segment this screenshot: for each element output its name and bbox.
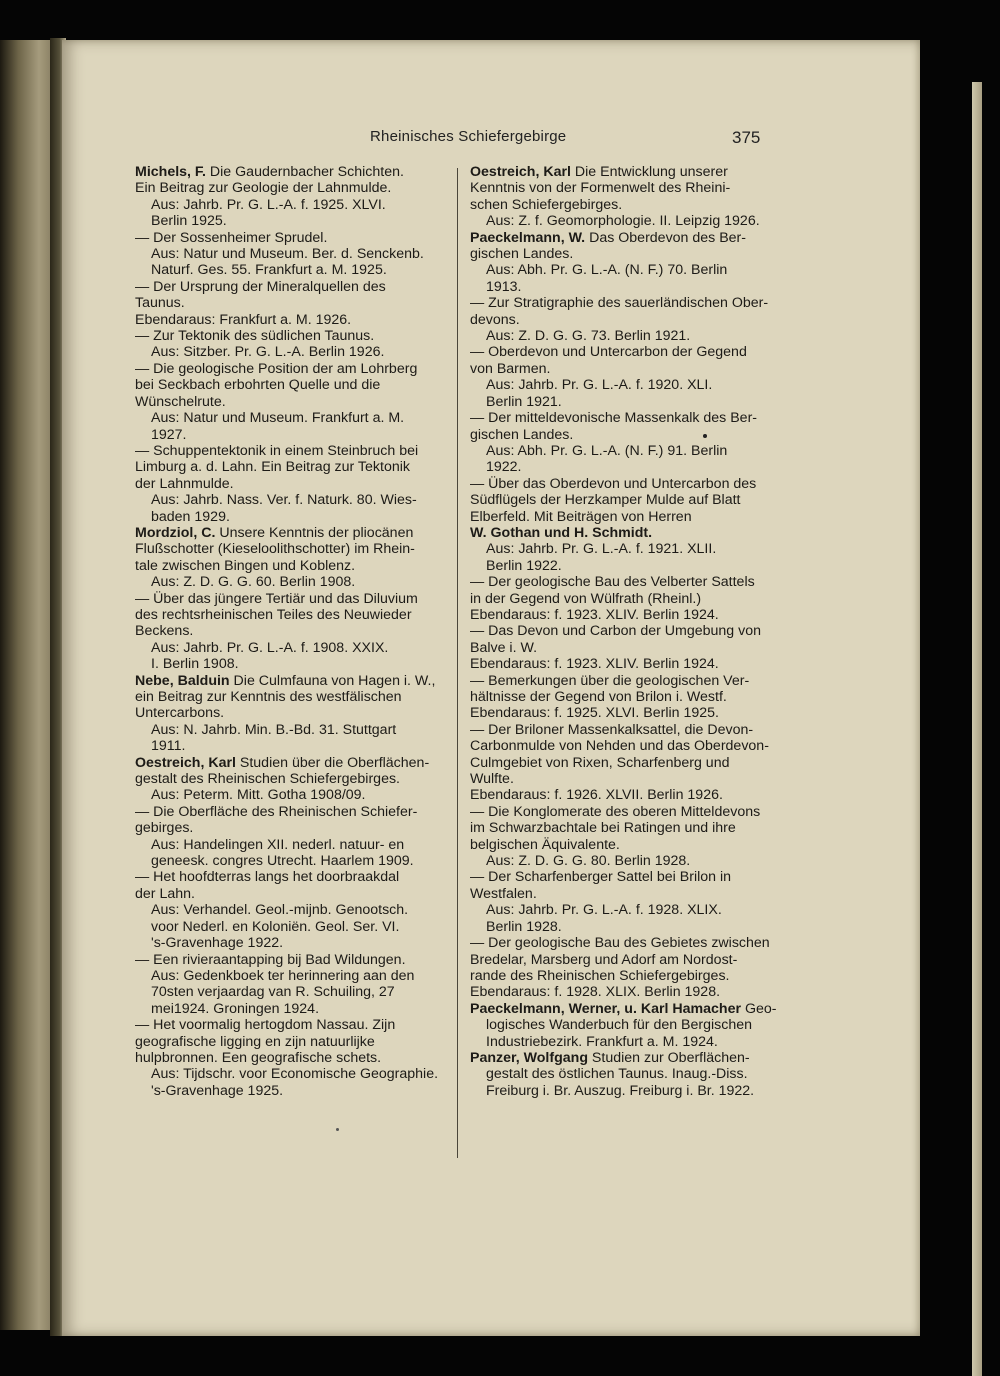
author-name: Mordziol, C. <box>135 524 216 541</box>
bib-line: — Der Ursprung der Mineralquellen des <box>135 278 386 295</box>
bib-line: Oestreich, Karl Studien über die Oberflächen- <box>135 754 430 771</box>
bib-line: — Das Devon und Carbon der Umgebung von <box>470 623 762 640</box>
bib-line: Aus: Natur und Museum. Frankfurt a. M. <box>151 410 405 427</box>
bib-line: Panzer, Wolfgang Studien zur Oberflächen- <box>470 1049 750 1066</box>
bib-line: tale zwischen Bingen und Koblenz. <box>135 557 356 574</box>
bib-line: — Het voormalig hertogdom Nassau. Zijn <box>135 1017 396 1034</box>
bib-line: Aus: Sitzber. Pr. G. L.-A. Berlin 1926. <box>151 344 385 361</box>
author-name: Paeckelmann, W. <box>470 229 586 246</box>
facing-page-edge <box>0 40 52 1330</box>
bib-line: Aus: Jahrb. Pr. G. L.-A. f. 1925. XLVI. <box>151 196 386 213</box>
bib-line: Beckens. <box>135 623 194 640</box>
bib-line: des rechtsrheinischen Teiles des Neuwieder <box>135 606 412 623</box>
bib-line: Oestreich, Karl Die Entwicklung unserer <box>470 164 728 180</box>
bib-line: hulpbronnen. Een geografische schets. <box>135 1049 382 1066</box>
bib-line: Ebendaraus: f. 1925. XLVI. Berlin 1925. <box>470 705 719 722</box>
bib-line: Untercarbons. <box>135 705 225 722</box>
bib-line: Nebe, Balduin Die Culmfauna von Hagen i. W., <box>135 672 436 689</box>
bib-line: Aus: Abh. Pr. G. L.-A. (N. F.) 91. Berlin <box>486 442 728 459</box>
bib-line: gischen Landes. <box>470 246 574 263</box>
bib-line: Ebendaraus: f. 1928. XLIX. Berlin 1928. <box>470 984 721 1001</box>
bib-line: I. Berlin 1908. <box>151 656 239 673</box>
author-name: Oestreich, Karl <box>470 164 571 180</box>
bib-line: Ebendaraus: f. 1923. XLIV. Berlin 1924. <box>470 656 719 673</box>
bib-line: — Schuppentektonik in einem Steinbruch bei <box>135 442 419 459</box>
bib-line: ein Beitrag zur Kenntnis des westfälischen <box>135 689 402 705</box>
bib-line: Ebendaraus: Frankfurt a. M. 1926. <box>135 311 352 328</box>
bib-line: gebirges. <box>135 820 194 837</box>
bib-line: Taunus. <box>135 295 185 312</box>
bib-line: der Lahn. <box>135 885 195 902</box>
bib-line: — Een rivieraantapping bij Bad Wildungen. <box>135 951 406 968</box>
bib-line: Aus: N. Jahrb. Min. B.-Bd. 31. Stuttgart <box>151 721 397 738</box>
bib-line: belgischen Äquivalente. <box>470 836 620 853</box>
bib-line: baden 1929. <box>151 508 230 525</box>
bib-line: Aus: Jahrb. Nass. Ver. f. Naturk. 80. Wies- <box>151 492 417 509</box>
bib-line: Culmgebiet von Rixen, Scharfenberg und <box>470 754 730 771</box>
bib-line: schen Schiefergebirges. <box>470 196 623 213</box>
bib-line: Paeckelmann, Werner, u. Karl Hamacher Geo- <box>470 1000 777 1017</box>
bib-line: — Die Konglomerate des oberen Mitteldevons <box>470 803 761 820</box>
bib-line: — Der Sossenheimer Sprudel. <box>135 229 328 246</box>
bib-line: Aus: Z. D. G. G. 73. Berlin 1921. <box>486 328 691 345</box>
bib-line: hältnisse der Gegend von Brilon i. Westf. <box>470 689 727 705</box>
running-header <box>62 128 920 152</box>
bib-line: Aus: Jahrb. Pr. G. L.-A. f. 1920. XLI. <box>486 377 713 394</box>
bib-line: — Zur Tektonik des südlichen Taunus. <box>135 328 375 345</box>
bib-line: Freiburg i. Br. Auszug. Freiburg i. Br. 1922. <box>486 1082 755 1099</box>
author-name: Panzer, Wolfgang <box>470 1049 588 1066</box>
bib-line: — Het hoofdterras langs het doorbraakdal <box>135 869 400 886</box>
bib-line: Industriebezirk. Frankfurt a. M. 1924. <box>486 1033 718 1050</box>
bib-line: in der Gegend von Wülfrath (Rheinl.) <box>470 590 702 607</box>
bib-line: 's-Gravenhage 1922. <box>151 935 284 952</box>
bib-line: Aus: Abh. Pr. G. L.-A. (N. F.) 70. Berlin <box>486 262 728 279</box>
bib-line: — Die geologische Position der am Lohrberg <box>135 360 418 377</box>
bib-line: — Über das Oberdevon und Untercarbon des <box>470 475 757 492</box>
bib-line: Aus: Jahrb. Pr. G. L.-A. f. 1928. XLIX. <box>486 902 722 919</box>
author-name: W. Gothan und H. Schmidt. <box>470 524 653 541</box>
bib-line: Aus: Tijdschr. voor Economische Geographie. <box>151 1066 439 1083</box>
bib-line: Berlin 1921. <box>486 393 562 410</box>
bib-line: devons. <box>470 311 520 328</box>
bib-line: Aus: Jahrb. Pr. G. L.-A. f. 1921. XLII. <box>486 541 717 558</box>
bib-line: Aus: Handelingen XII. nederl. natuur- en <box>151 836 405 853</box>
bib-line: der Lahnmulde. <box>135 475 234 492</box>
bib-line: gischen Landes. <box>470 426 574 443</box>
bib-line: Elberfeld. Mit Beiträgen von Herren <box>470 508 692 525</box>
bib-line: Aus: Z. f. Geomorphologie. II. Leipzig 1926. <box>486 213 760 230</box>
bib-line: bei Seckbach erbohrten Quelle und die <box>135 377 381 394</box>
author-name: Nebe, Balduin <box>135 672 230 689</box>
bib-line: — Der mitteldevonische Massenkalk des Ber- <box>470 410 758 427</box>
bib-line: von Barmen. <box>470 360 551 377</box>
bib-line: — Der geologische Bau des Gebietes zwischen <box>470 935 770 952</box>
bib-line: Limburg a. d. Lahn. Ein Beitrag zur Tektonik <box>135 459 410 476</box>
bib-line: Kenntnis von der Formenwelt des Rheini- <box>470 180 731 197</box>
bib-line: — Der Briloner Massenkalksattel, die Devon- <box>470 721 754 738</box>
ink-speck <box>336 1128 339 1131</box>
bib-line: Michels, F. Die Gaudernbacher Schichten. <box>135 164 404 180</box>
bib-line: Ebendaraus: f. 1923. XLIV. Berlin 1924. <box>470 606 719 623</box>
bib-line: Berlin 1928. <box>486 918 562 935</box>
bib-line: geneesk. congres Utrecht. Haarlem 1909. <box>151 853 414 870</box>
bib-line: logisches Wanderbuch für den Bergischen <box>486 1017 753 1034</box>
book-page <box>62 40 920 1336</box>
bib-line: voor Nederl. en Koloniën. Geol. Ser. VI. <box>151 918 400 935</box>
bib-line: Südflügels der Herzkamper Mulde auf Blatt <box>470 492 741 509</box>
author-name: Oestreich, Karl <box>135 754 236 771</box>
author-name: Michels, F. <box>135 164 206 180</box>
bib-line: — Die Oberfläche des Rheinischen Schiefer- <box>135 803 418 820</box>
bib-line: Flußschotter (Kieseloolithschotter) im Rhein- <box>135 541 415 558</box>
bib-line: geografische ligging en zijn natuurlijke <box>135 1033 375 1050</box>
bib-line: Carbonmulde von Nehden und das Oberdevon- <box>470 738 769 755</box>
bib-line <box>470 525 790 541</box>
bib-line: 1911. <box>151 738 186 755</box>
bib-line: rande des Rheinischen Schiefergebirges. <box>470 967 730 984</box>
bib-line: Aus: Verhandel. Geol.-mijnb. Genootsch. <box>151 902 409 919</box>
header-title: Rheinisches Schiefergebirge <box>370 128 567 145</box>
bib-line: — Bemerkungen über die geologischen Ver- <box>470 672 750 689</box>
bib-line: Aus: Natur und Museum. Ber. d. Senckenb. <box>151 246 424 263</box>
bib-line: Ein Beitrag zur Geologie der Lahnmulde. <box>135 180 392 197</box>
column-divider <box>457 168 458 1158</box>
bib-line: Aus: Peterm. Mitt. Gotha 1908/09. <box>151 787 366 804</box>
bib-line: Bredelar, Marsberg und Adorf am Nordost- <box>470 951 738 968</box>
author-name: Paeckelmann, Werner, u. Karl Hamacher <box>470 1000 742 1017</box>
bib-line: — Oberdevon und Untercarbon der Gegend <box>470 344 747 361</box>
bib-line: Wünschelrute. <box>135 393 226 410</box>
bib-line: Mordziol, C. Unsere Kenntnis der pliocänen <box>135 524 414 541</box>
bib-line: — Der Scharfenberger Sattel bei Brilon in <box>470 869 732 886</box>
bib-line: im Schwarzbachtale bei Ratingen und ihre <box>470 820 736 837</box>
bib-line: — Über das jüngere Tertiär und das Diluvium <box>135 590 418 607</box>
bib-line: Berlin 1925. <box>151 213 227 230</box>
bib-line: Aus: Jahrb. Pr. G. L.-A. f. 1908. XXIX. <box>151 639 389 656</box>
bib-line: Berlin 1922. <box>486 557 562 574</box>
bib-line: 1913. <box>486 278 522 295</box>
bib-line: Aus: Z. D. G. G. 80. Berlin 1928. <box>486 853 691 870</box>
bib-line: Balve i. W. <box>470 639 538 656</box>
bib-line: — Der geologische Bau des Velberter Sattels <box>470 574 755 591</box>
bib-line: Naturf. Ges. 55. Frankfurt a. M. 1925. <box>151 262 387 279</box>
ink-dot <box>703 434 707 438</box>
bib-line: gestalt des Rheinischen Schiefergebirges. <box>135 771 400 788</box>
bib-line: Wulfte. <box>470 771 514 788</box>
page-number: 375 <box>732 128 761 147</box>
page-edge <box>972 82 982 1376</box>
bib-line: 's-Gravenhage 1925. <box>151 1082 284 1099</box>
right-column <box>470 164 790 1099</box>
bib-line: gestalt des östlichen Taunus. Inaug.-Diss. <box>486 1066 748 1083</box>
bib-line: 1927. <box>151 426 187 443</box>
bib-line: Aus: Gedenkboek ter herinnering aan den <box>151 967 415 984</box>
bib-line: Westfalen. <box>470 885 537 902</box>
bib-line: mei1924. Groningen 1924. <box>151 1000 320 1017</box>
bib-line: Ebendaraus: f. 1926. XLVII. Berlin 1926. <box>470 787 723 804</box>
bib-line: — Zur Stratigraphie des sauerländischen Ober- <box>470 295 769 312</box>
bib-line: 70sten verjaardag van R. Schuiling, 27 <box>151 984 395 1001</box>
bib-line: 1922. <box>486 459 522 476</box>
bib-line: Paeckelmann, W. Das Oberdevon des Ber- <box>470 229 747 246</box>
left-column <box>135 164 451 1099</box>
bib-line: Aus: Z. D. G. G. 60. Berlin 1908. <box>151 574 356 591</box>
